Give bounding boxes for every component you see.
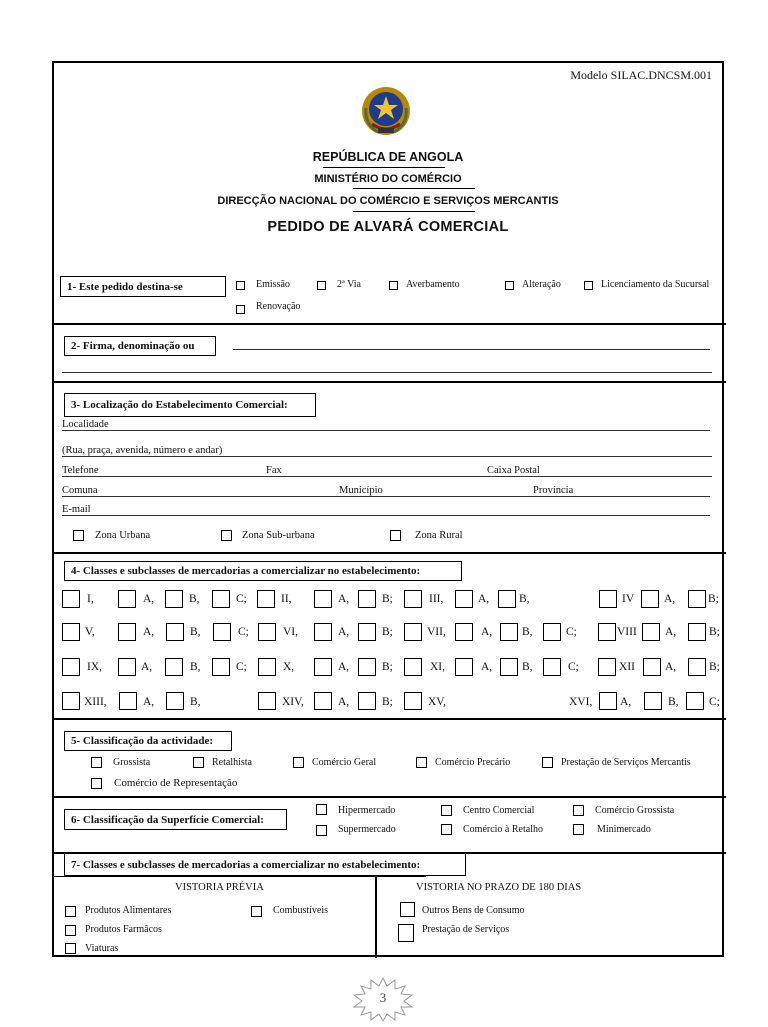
localidade-field[interactable] (62, 430, 710, 431)
email-label: E-mail (62, 504, 91, 515)
produtos-farmacos-label: Produtos Farmâcos (85, 924, 162, 935)
class-label: B; (382, 661, 393, 673)
class-box[interactable] (258, 623, 276, 641)
class-label: B, (519, 593, 530, 605)
class-label: B, (190, 696, 201, 708)
minimercado-label: Minimercado (597, 824, 651, 835)
retalhista-checkbox[interactable] (193, 757, 204, 768)
divider-4 (52, 718, 726, 720)
comercio-retalho-checkbox[interactable] (441, 824, 452, 835)
class-label: B, (522, 661, 533, 673)
class-box[interactable] (688, 658, 706, 676)
email-field[interactable] (62, 515, 710, 516)
class-box[interactable] (404, 692, 422, 710)
section2-title: 2- Firma, denominação ou (64, 336, 216, 356)
zona-rural-label: Zona Rural (415, 530, 463, 541)
class-label: B; (709, 626, 720, 638)
retalhista-label: Retalhista (212, 757, 252, 768)
emissao-label: Emissão (256, 279, 290, 290)
class-label: A, (481, 661, 493, 673)
class-box[interactable] (62, 692, 80, 710)
class-label: VI, (283, 626, 299, 638)
licenciamento-label: Licenciamento da Sucursal (601, 279, 710, 290)
class-box[interactable] (643, 658, 661, 676)
class-box[interactable] (314, 692, 332, 710)
comercio-precario-label: Comércio Precário (435, 757, 511, 768)
alteracao-checkbox[interactable] (505, 281, 514, 290)
prestacao-servicos-mercantis-checkbox[interactable] (542, 757, 553, 768)
class-label: X, (283, 661, 295, 673)
zona-suburbana-label: Zona Sub-urbana (242, 530, 315, 541)
section6-title: 6- Classificação da Superfície Comercial: (64, 809, 287, 830)
class-box[interactable] (404, 590, 422, 608)
class-box[interactable] (455, 590, 473, 608)
produtos-alimentares-checkbox[interactable] (65, 906, 76, 917)
grossista-label: Grossista (113, 757, 151, 768)
class-label: C; (238, 626, 249, 638)
class-label: A, (141, 661, 153, 673)
class-box[interactable] (455, 658, 473, 676)
class-box[interactable] (118, 623, 136, 641)
divider-7 (52, 876, 426, 877)
class-label: A, (338, 593, 350, 605)
section7-column-divider (375, 876, 377, 958)
page-number-badge (350, 976, 416, 1022)
combustiveis-checkbox[interactable] (251, 906, 262, 917)
class-label: C; (709, 696, 720, 708)
comercio-precario-checkbox[interactable] (416, 757, 427, 768)
produtos-farmacos-checkbox[interactable] (65, 925, 76, 936)
vistoria-180-dias-heading: VISTORIA NO PRAZO DE 180 DIAS (416, 882, 582, 893)
zona-rural-checkbox[interactable] (390, 530, 401, 541)
class-box[interactable] (166, 623, 184, 641)
class-box[interactable] (166, 692, 184, 710)
comercio-representacao-label: Comércio de Representação (114, 777, 238, 789)
class-box[interactable] (642, 623, 660, 641)
class-box[interactable] (543, 623, 561, 641)
class-label: A, (338, 696, 350, 708)
class-label: B, (522, 626, 533, 638)
zona-urbana-checkbox[interactable] (73, 530, 84, 541)
licenciamento-checkbox[interactable] (584, 281, 593, 290)
class-label: XIII, (84, 696, 107, 708)
comercio-grossista-checkbox[interactable] (573, 805, 584, 816)
class-box[interactable] (119, 692, 137, 710)
class-box[interactable] (62, 590, 80, 608)
class-box[interactable] (258, 692, 276, 710)
segunda-via-checkbox[interactable] (317, 281, 326, 290)
prestacao-servicos-mercantis-label: Prestação de Serviços Mercantis (561, 757, 691, 768)
viaturas-label: Viaturas (85, 943, 119, 954)
comercio-grossista-label: Comércio Grossista (595, 805, 675, 816)
zona-urbana-label: Zona Urbana (95, 530, 151, 541)
page-number: 3 (379, 990, 387, 1005)
comuna-line-field[interactable] (62, 496, 710, 497)
telefone-label: Telefone (62, 465, 99, 476)
class-label: VII, (427, 626, 446, 638)
class-box[interactable] (118, 658, 136, 676)
class-box[interactable] (314, 658, 332, 676)
minimercado-checkbox[interactable] (573, 824, 584, 835)
section1-title: 1- Este pedido destina-se (60, 276, 226, 297)
outros-bens-consumo-checkbox[interactable] (400, 902, 415, 917)
rua-field[interactable] (62, 456, 712, 457)
renovacao-checkbox[interactable] (236, 305, 245, 314)
class-label: B; (382, 696, 393, 708)
caixa-postal-label: Caixa Postal (487, 465, 540, 476)
class-box[interactable] (641, 590, 659, 608)
class-box[interactable] (644, 692, 662, 710)
class-box[interactable] (358, 658, 376, 676)
class-label: B, (189, 593, 200, 605)
comercio-retalho-label: Comércio à Retalho (463, 824, 543, 835)
divider-5 (52, 796, 726, 798)
class-box[interactable] (213, 623, 231, 641)
class-label: A, (338, 661, 350, 673)
class-box[interactable] (598, 658, 616, 676)
class-box[interactable] (599, 692, 617, 710)
class-label: A, (143, 626, 155, 638)
class-box[interactable] (358, 692, 376, 710)
class-label: B, (668, 696, 679, 708)
class-box[interactable] (212, 590, 230, 608)
class-box[interactable] (62, 623, 80, 641)
section3-title: 3- Localização do Estabelecimento Comercial: (64, 393, 316, 417)
class-label: I, (87, 593, 94, 605)
class-box[interactable] (688, 590, 706, 608)
class-label: A, (143, 696, 155, 708)
ministry-heading: MINISTÉRIO DO COMÉRCIO (314, 173, 462, 185)
centro-comercial-checkbox[interactable] (441, 805, 452, 816)
fax-label: Fax (266, 465, 282, 476)
class-label: C; (568, 661, 579, 673)
class-box[interactable] (686, 692, 704, 710)
class-box[interactable] (314, 590, 332, 608)
renovacao-label: Renovação (256, 301, 301, 312)
class-label: XV, (428, 696, 447, 708)
class-label: A, (338, 626, 350, 638)
class-label: III, (429, 593, 444, 605)
comercio-geral-checkbox[interactable] (293, 757, 304, 768)
class-label: V, (85, 626, 95, 638)
comercio-representacao-checkbox[interactable] (91, 778, 102, 789)
angola-coat-of-arms-emblem (358, 84, 414, 140)
form-title: PEDIDO DE ALVARÁ COMERCIAL (267, 219, 509, 235)
class-label: XI, (430, 661, 446, 673)
class-label: XII (619, 661, 635, 673)
class-box[interactable] (455, 623, 473, 641)
comuna-label: Comuna (62, 485, 98, 496)
class-label: IX, (87, 661, 103, 673)
supermercado-label: Supermercado (338, 824, 396, 835)
municipio-label: Município (339, 485, 383, 496)
contact-line-field[interactable] (62, 476, 712, 477)
firma-field-continuation[interactable] (62, 372, 712, 373)
averbamento-label: Averbamento (406, 279, 460, 290)
class-label: IV (622, 593, 635, 605)
class-box[interactable] (598, 623, 616, 641)
grossista-checkbox[interactable] (91, 757, 102, 768)
class-label: B; (708, 593, 719, 605)
rua-label: (Rua, praça, avenida, número e andar) (62, 445, 223, 456)
class-label: A, (665, 661, 677, 673)
class-label: A, (481, 626, 493, 638)
class-box[interactable] (404, 658, 422, 676)
section4-title: 4- Classes e subclasses de mercadorias a comercializar no estabelecimento: (64, 561, 462, 581)
divider-1 (52, 323, 726, 325)
localidade-label: Localidade (62, 419, 109, 430)
section5-title: 5- Classificação da actividade: (64, 731, 232, 751)
section7-title: 7- Classes e subclasses de mercadorias a comercializar no estabelecimento: (64, 853, 466, 876)
class-box[interactable] (500, 658, 518, 676)
emissao-checkbox[interactable] (236, 281, 245, 290)
vistoria-previa-heading: VISTORIA PRÉVIA (175, 882, 264, 893)
class-label: B, (190, 626, 201, 638)
model-code: Modelo SILAC.DNCSM.001 (570, 68, 712, 82)
hipermercado-checkbox[interactable] (316, 804, 327, 815)
class-box[interactable] (358, 590, 376, 608)
class-box[interactable] (165, 658, 183, 676)
alteracao-label: Alteração (522, 279, 561, 290)
class-box[interactable] (118, 590, 136, 608)
divider-2 (52, 381, 726, 383)
class-label: A, (664, 593, 676, 605)
class-label: C; (566, 626, 577, 638)
class-label: C; (236, 593, 247, 605)
class-box[interactable] (599, 590, 617, 608)
comercio-geral-label: Comércio Geral (312, 757, 377, 768)
class-label: A, (478, 593, 490, 605)
averbamento-checkbox[interactable] (389, 281, 398, 290)
centro-comercial-label: Centro Comercial (463, 805, 535, 816)
combustiveis-label: Combustíveis (273, 905, 329, 916)
class-label: C; (236, 661, 247, 673)
class-label: B; (382, 593, 393, 605)
class-label: B; (382, 626, 393, 638)
class-box[interactable] (358, 623, 376, 641)
class-label: B, (190, 661, 201, 673)
class-box[interactable] (212, 658, 230, 676)
class-label: XVI, (569, 696, 593, 708)
supermercado-checkbox[interactable] (316, 825, 327, 836)
class-box[interactable] (257, 590, 275, 608)
republic-heading: REPÚBLICA DE ANGOLA (312, 150, 464, 164)
class-box[interactable] (543, 658, 561, 676)
class-box[interactable] (404, 623, 422, 641)
outros-bens-consumo-label: Outros Bens de Consumo (422, 905, 525, 916)
viaturas-checkbox[interactable] (65, 943, 76, 954)
class-box[interactable] (688, 623, 706, 641)
class-label: A, (143, 593, 155, 605)
hipermercado-label: Hipermercado (338, 805, 396, 816)
class-label: B; (709, 661, 720, 673)
prestacao-servicos-checkbox[interactable] (398, 924, 414, 942)
class-label: A, (665, 626, 677, 638)
class-label: XIV, (282, 696, 304, 708)
prestacao-servicos-label: Prestação de Serviços (422, 924, 510, 935)
class-box[interactable] (314, 623, 332, 641)
class-label: VIII (617, 626, 637, 638)
firma-field[interactable] (233, 349, 710, 350)
zona-suburbana-checkbox[interactable] (221, 530, 232, 541)
class-box[interactable] (498, 590, 516, 608)
divider-3 (52, 552, 726, 554)
class-box[interactable] (500, 623, 518, 641)
class-box[interactable] (62, 658, 80, 676)
provincia-label: Província (533, 485, 574, 496)
segunda-via-label: 2ª Via (337, 279, 361, 290)
class-box[interactable] (258, 658, 276, 676)
directorate-heading: DIRECÇÃO NACIONAL DO COMÉRCIO E SERVIÇOS MERCANTIS (217, 195, 559, 207)
produtos-alimentares-label: Produtos Alimentares (85, 905, 172, 916)
class-label: II, (281, 593, 292, 605)
class-box[interactable] (165, 590, 183, 608)
class-label: A, (620, 696, 632, 708)
